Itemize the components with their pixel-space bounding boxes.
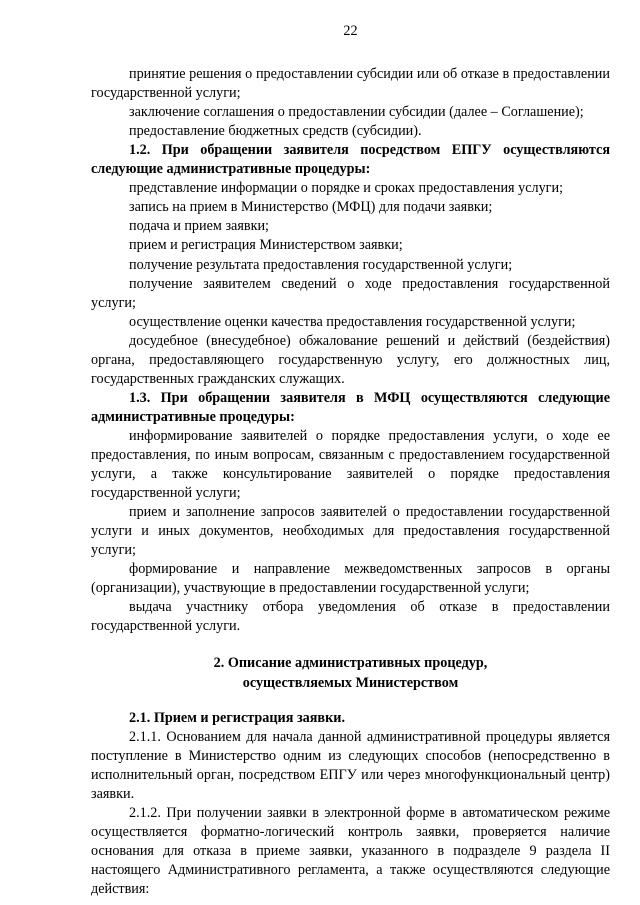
section-2 xyxy=(91,654,610,899)
page-number: 22 xyxy=(343,23,358,39)
list-item: информирование заявителей о порядке предоставления услуги, о ходе ее предоставления, по иным вопросам, связанным с предоставлением государственной услуги, а также консультирование заявителей о порядке предоставления государственной услуги; xyxy=(91,427,610,502)
section-title: 2. Описание административных процедур, xyxy=(213,655,488,672)
procedures-list-continued xyxy=(91,65,610,141)
paragraph: 2.1.1. Основанием для начала данной административной процедуры является поступление в Министерство одним из следующих способов (непосредственно в исполнительный орган, посредством ЕПГУ или через многофункциональный центр) заявки. xyxy=(91,728,610,802)
list-item: заключение соглашения о предоставлении субсидии (далее – Соглашение); xyxy=(129,104,584,121)
section-1-3 xyxy=(91,389,610,637)
list-item: подача и прием заявки; xyxy=(129,218,269,235)
paragraph: 2.1.2. При получении заявки в электронной форме в автоматическом режиме осуществляется форматно-логический контроль заявки, проверяется наличие основания для отказа в приеме заявки, указанного в подразделе 9 раздела II настоящего Административного регламента, а также осуществляются следующие действия: xyxy=(91,804,610,897)
section-title: осуществляемых Министерством xyxy=(242,674,459,691)
list-item: прием и регистрация Министерством заявки; xyxy=(129,237,403,254)
section-heading: 1.2. При обращении заявителя посредством ЕПГУ осуществляются следующие административные процедуры: xyxy=(91,142,610,178)
list-item: запись на прием в Министерство (МФЦ) для подачи заявки; xyxy=(129,199,493,216)
list-item: выдача участнику отбора уведомления об отказе в предоставлении государственной услуги. xyxy=(91,599,610,635)
list-item: досудебное (внесудебное) обжалование решений и действий (бездействия) органа, предоставляющего государственную услугу, его должностных лиц, государственных гражданских служащих. xyxy=(91,332,610,387)
section-1-2 xyxy=(91,141,610,389)
list-item: получение результата предоставления государственной услуги; xyxy=(129,256,513,273)
list-item: прием и заполнение запросов заявителей о предоставлении государственной услуги и иных документов, необходимых для предоставления государственной услуги; xyxy=(91,504,610,559)
list-item: предоставление бюджетных средств (субсидии). xyxy=(129,123,422,140)
list-item: представление информации о порядке и сроках предоставления услуги; xyxy=(129,180,564,197)
list-item: формирование и направление межведомственных запросов в органы (организации), участвующие в предоставлении государственной услуги; xyxy=(91,561,610,597)
list-item: осуществление оценки качества предоставления государственной услуги; xyxy=(129,313,576,330)
subsection-heading: 2.1. Прием и регистрация заявки. xyxy=(129,709,345,726)
section-heading: 1.3. При обращении заявителя в МФЦ осуществляются следующие административные процедуры: xyxy=(91,389,610,425)
list-item: получение заявителем сведений о ходе предоставления государственной услуги; xyxy=(91,275,610,311)
list-item: принятие решения о предоставлении субсидии или об отказе в предоставлении государственной услуги; xyxy=(91,66,610,102)
